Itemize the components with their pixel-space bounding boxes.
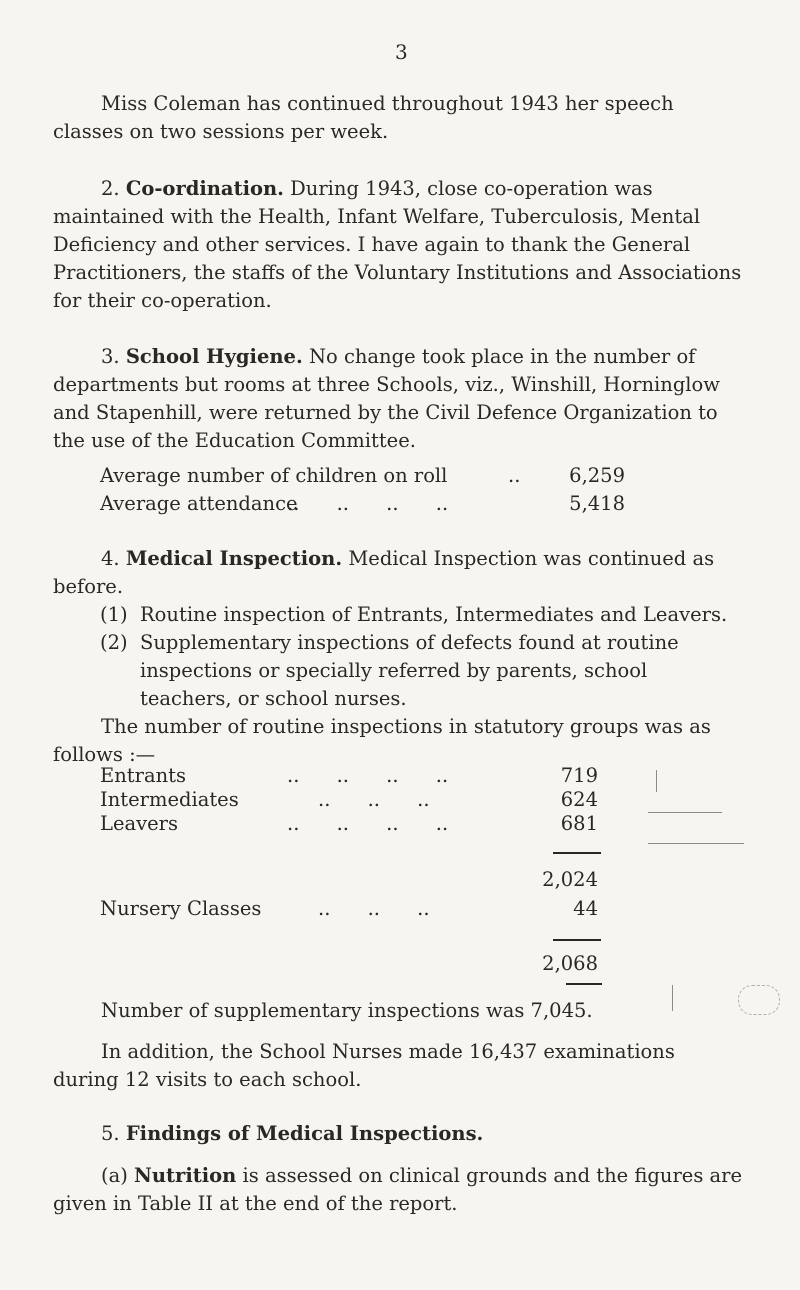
intermediates-dots: .. .. .. — [318, 788, 430, 811]
list-item — [100, 601, 740, 629]
pencil-marks — [738, 985, 780, 1015]
leavers-value: 681 — [560, 812, 598, 835]
section-2-number: 2. — [101, 177, 120, 200]
attendance-dots: .. .. .. .. — [287, 492, 449, 515]
list-text: Routine inspection of Entrants, Intermediates and Leavers. — [140, 603, 728, 626]
roll-dots: .. — [508, 464, 521, 487]
list-text: Supplementary inspections of defects found at routine inspections or specially referred by parents, school teachers, or school nurses. — [140, 631, 679, 710]
section-5-number: 5. — [101, 1122, 120, 1145]
section-5a-marker: (a) — [101, 1164, 128, 1187]
subtotal-rule — [553, 852, 601, 854]
entrants-dots: .. .. .. .. — [287, 764, 449, 787]
list-marker: (2) — [100, 631, 128, 654]
section-2-paragraph — [53, 175, 743, 315]
section-5a-text: is assessed on clinical grounds and the figures are given in Table II at the end of the report. — [53, 1164, 743, 1215]
section-3-number: 3. — [101, 345, 120, 368]
roll-label: Average number of children on roll — [100, 464, 448, 487]
total-underline — [566, 983, 602, 985]
section-3-heading: School Hygiene. — [125, 345, 303, 368]
total-value: 2,068 — [542, 952, 598, 975]
section-2-heading: Co-ordination. — [125, 177, 284, 200]
list-marker: (1) — [100, 603, 128, 626]
section-3-paragraph — [53, 343, 743, 455]
section-4-text: Medical Inspection was continued as before. — [53, 547, 715, 598]
section-3-text: No change took place in the number of departments but rooms at three Schools, viz., Winshill, Horninglow and Stapenhill, were returned by the Civil Defence Organization to the use of the Education Committee. — [53, 345, 720, 452]
intro-paragraph: Miss Coleman has continued throughout 1943 her speech classes on two sessions per week. — [53, 92, 674, 143]
intermediates-label: Intermediates — [100, 788, 239, 811]
attendance-label: Average attendance — [100, 492, 298, 515]
entrants-value: 719 — [560, 764, 598, 787]
section-4-number: 4. — [101, 547, 120, 570]
list-item — [100, 629, 740, 713]
total-rule — [553, 939, 601, 941]
intermediates-value: 624 — [560, 788, 598, 811]
addition-paragraph: In addition, the School Nurses made 16,437 examinations during 12 visits to each school. — [53, 1040, 675, 1091]
nursery-label: Nursery Classes — [100, 897, 262, 920]
roll-value: 6,259 — [569, 464, 625, 487]
nursery-value: 44 — [573, 897, 598, 920]
subtotal-value: 2,024 — [542, 868, 598, 891]
section-5-heading-line — [53, 1120, 743, 1148]
section-5a-paragraph — [53, 1162, 743, 1218]
groups-intro: The number of routine inspections in statutory groups was as follows :— — [53, 715, 711, 766]
section-5a-heading: Nutrition — [134, 1164, 237, 1187]
supplementary-paragraph: Number of supplementary inspections was 7,045. — [101, 999, 593, 1022]
section-5-heading: Findings of Medical Inspections. — [125, 1122, 484, 1145]
section-4-paragraph — [53, 545, 743, 601]
nursery-dots: .. .. .. — [318, 897, 430, 920]
attendance-value: 5,418 — [569, 492, 625, 515]
leavers-label: Leavers — [100, 812, 178, 835]
page-number: 3 — [395, 40, 408, 64]
leavers-dots: .. .. .. .. — [287, 812, 449, 835]
section-4-heading: Medical Inspection. — [125, 547, 343, 570]
entrants-label: Entrants — [100, 764, 186, 787]
section-2-text: During 1943, close co-operation was maintained with the Health, Infant Welfare, Tuberculosis, Mental Deficiency and other services. I have again to thank the General Practitioners, the staffs of the Voluntary Institutions and Associations for their co-operation. — [53, 177, 742, 312]
pencil-marks — [648, 770, 744, 844]
